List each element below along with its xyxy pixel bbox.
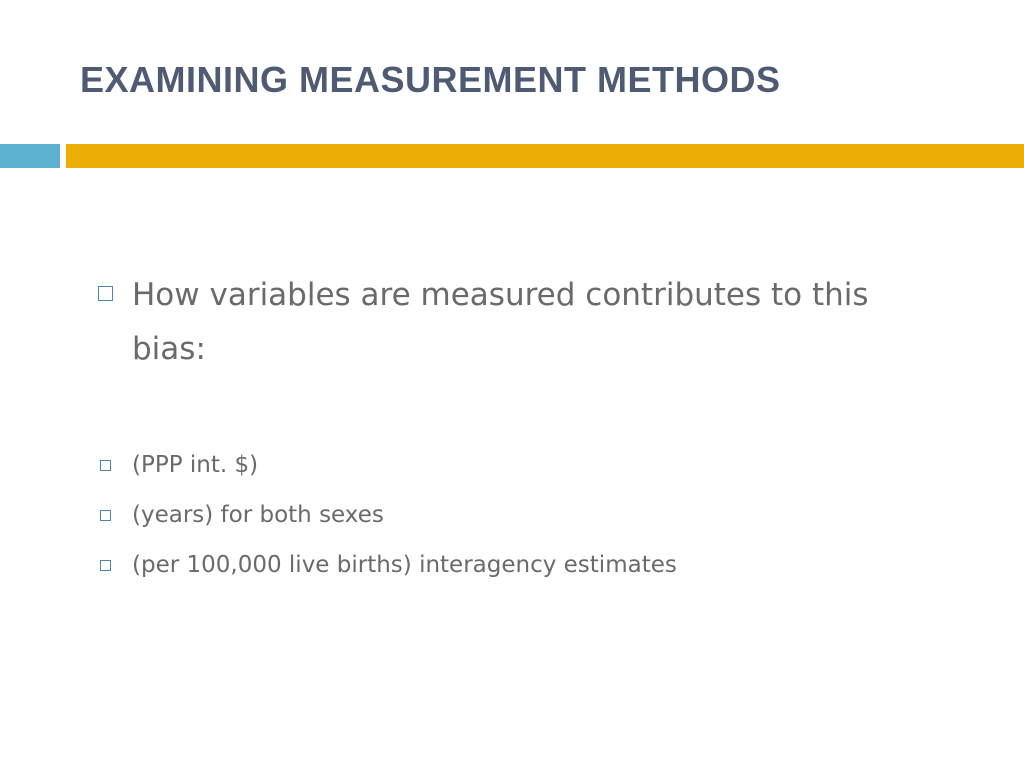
list-item <box>98 540 958 590</box>
list-item <box>98 268 938 376</box>
list-item <box>98 490 958 540</box>
bullet-text: (years) for both sexes <box>132 502 384 528</box>
square-bullet-icon <box>100 460 111 471</box>
main-bullet-list <box>98 268 938 376</box>
square-bullet-icon <box>100 560 111 571</box>
slide-title: EXAMINING MEASUREMENT METHODS <box>80 59 781 100</box>
bullet-text: How variables are measured contributes to this bias: <box>132 277 869 367</box>
sub-bullet-list <box>98 440 958 590</box>
square-bullet-icon <box>98 286 113 301</box>
square-bullet-icon <box>100 510 111 521</box>
list-item <box>98 440 958 490</box>
accent-bar-left <box>0 144 60 168</box>
accent-bar-right <box>66 144 1024 168</box>
bullet-text: (per 100,000 live births) interagency estimates <box>132 552 677 578</box>
bullet-text: (PPP int. $) <box>132 452 259 478</box>
